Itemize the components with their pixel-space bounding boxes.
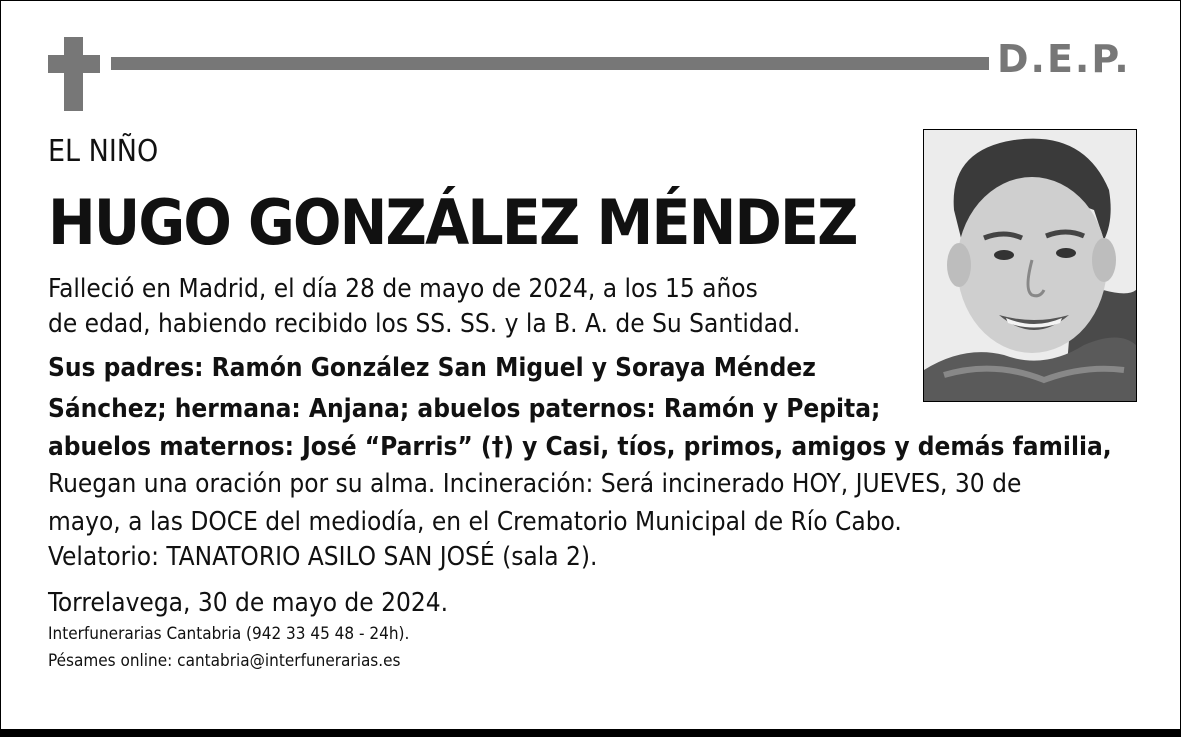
service-line-2: mayo, a las DOCE del mediodía, en el Crematorio Municipal de Río Cabo.	[48, 507, 902, 537]
family-line-2: Sánchez; hermana: Anjana; abuelos paternos: Ramón y Pepita;	[48, 394, 881, 424]
header-rule	[111, 57, 989, 70]
deceased-name: HUGO GONZÁLEZ MÉNDEZ	[48, 186, 857, 259]
place-date: Torrelavega, 30 de mayo de 2024.	[48, 588, 449, 618]
deceased-label: EL NIÑO	[48, 134, 159, 169]
death-line-2: de edad, habiendo recibido los SS. SS. y la B. A. de Su Santidad.	[48, 309, 801, 339]
condolences-email: Pésames online: cantabria@interfunerarias.es	[48, 651, 401, 671]
service-line-3: Velatorio: TANATORIO ASILO SAN JOSÉ (sala 2).	[48, 542, 598, 572]
dep-label: D.E.P.	[997, 37, 1131, 81]
service-line-1: Ruegan una oración por su alma. Incineración: Será incinerado HOY, JUEVES, 30 de	[48, 469, 1022, 499]
family-line-1: Sus padres: Ramón González San Miguel y Soraya Méndez	[48, 353, 816, 383]
latin-cross-icon	[48, 37, 100, 111]
death-line-1: Falleció en Madrid, el día 28 de mayo de 2024, a los 15 años	[48, 274, 758, 304]
funeral-home-contact: Interfunerarias Cantabria (942 33 45 48 - 24h).	[48, 624, 410, 644]
portrait-photo	[923, 129, 1137, 402]
family-line-3: abuelos maternos: José “Parris” (†) y Casi, tíos, primos, amigos y demás familia,	[48, 432, 1112, 462]
